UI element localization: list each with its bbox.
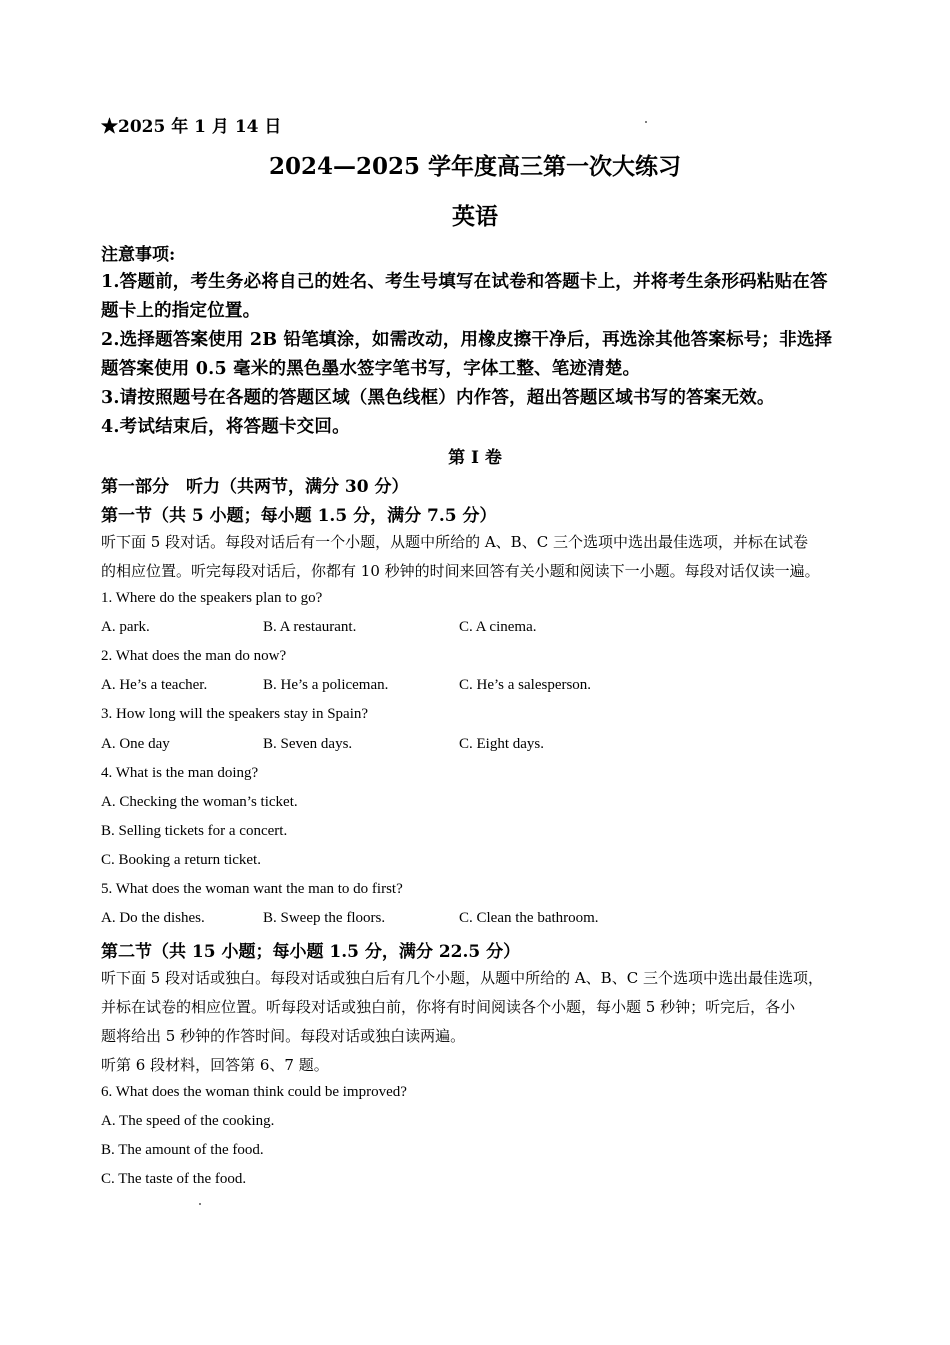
material-note: 听第 6 段材料，回答第 6、7 题。	[101, 1056, 329, 1074]
option-a: A. The speed of the cooking.	[101, 1113, 275, 1129]
question-5: 5. What does the woman want the man to do first?	[101, 881, 403, 897]
part1-heading: 第一部分 听力（共两节，满分 30 分）	[101, 477, 409, 497]
option-a: A. park.	[101, 619, 150, 635]
section2-instructions: 并标在试卷的相应位置。听每段对话或独白前，你将有时间阅读各个小题，每小题 5 秒钟；听完后，各小	[101, 998, 796, 1016]
option-c: C. He’s a salesperson.	[459, 677, 592, 693]
volume-label: 第 I 卷	[448, 448, 502, 468]
option-a: A. One day	[101, 736, 170, 752]
section2-instructions: 题将给出 5 秒钟的作答时间。每段对话或独白读两遍。	[101, 1027, 466, 1045]
question-4: 4. What is the man doing?	[101, 765, 259, 781]
section2-heading: 第二节（共 15 小题；每小题 1.5 分，满分 22.5 分）	[101, 942, 521, 962]
notice-line: 3.请按照题号在各题的答题区域（黑色线框）内作答，超出答题区域书写的答案无效。	[101, 388, 775, 408]
section1-instructions: 的相应位置。听完每段对话后，你都有 10 秒钟的时间来回答有关小题和阅读下一小题。每段对话仅读一遍。	[101, 562, 820, 580]
notice-line: 题答案使用 0.5 毫米的黑色墨水签字笔书写，字体工整、笔迹清楚。	[101, 359, 641, 379]
notice-line: 1.答题前，考生务必将自己的姓名、考生号填写在试卷和答题卡上，并将考生条形码粘贴在答	[101, 272, 828, 292]
exam-title: 2024—2025 学年度高三第一次大练习	[268, 153, 682, 180]
notice-heading: 注意事项:	[101, 245, 176, 265]
section1-instructions: 听下面 5 段对话。每段对话后有一个小题，从题中所给的 A、B、C 三个选项中选出最佳选项，并标在试卷	[101, 533, 808, 551]
section1-heading: 第一节（共 5 小题；每小题 1.5 分，满分 7.5 分）	[101, 506, 497, 526]
notice-line: 题卡上的指定位置。	[101, 301, 261, 321]
exam-date: ★2025 年 1 月 14 日	[101, 117, 282, 137]
notice-line: 2.选择题答案使用 2B 铅笔填涂，如需改动，用橡皮擦干净后，再选涂其他答案标号；非选择	[101, 330, 833, 350]
scan-speck	[199, 1203, 201, 1205]
option-b: B. Sweep the floors.	[263, 910, 386, 926]
section2-instructions: 听下面 5 段对话或独白。每段对话或独白后有几个小题，从题中所给的 A、B、C 三个选项中选出最佳选项，	[101, 969, 823, 987]
question-3: 3. How long will the speakers stay in Spain?	[101, 706, 369, 722]
option-c: C. The taste of the food.	[101, 1171, 247, 1187]
option-c: C. Eight days.	[459, 736, 544, 752]
option-a: A. He’s a teacher.	[101, 677, 208, 693]
option-c: C. A cinema.	[459, 619, 537, 635]
option-b: B. A restaurant.	[263, 619, 357, 635]
subject-title: 英语	[452, 203, 498, 230]
option-b: B. Seven days.	[263, 736, 353, 752]
question-6: 6. What does the woman think could be improved?	[101, 1084, 407, 1100]
option-c: C. Booking a return ticket.	[101, 852, 261, 868]
notice-line: 4.考试结束后，将答题卡交回。	[101, 417, 350, 437]
question-1: 1. Where do the speakers plan to go?	[101, 590, 323, 606]
option-a: A. Do the dishes.	[101, 910, 205, 926]
option-b: B. The amount of the food.	[101, 1142, 264, 1158]
option-b: B. He’s a policeman.	[263, 677, 389, 693]
question-2: 2. What does the man do now?	[101, 648, 287, 664]
option-a: A. Checking the woman’s ticket.	[101, 794, 298, 810]
scan-speck	[645, 121, 647, 123]
option-b: B. Selling tickets for a concert.	[101, 823, 288, 839]
option-c: C. Clean the bathroom.	[459, 910, 599, 926]
